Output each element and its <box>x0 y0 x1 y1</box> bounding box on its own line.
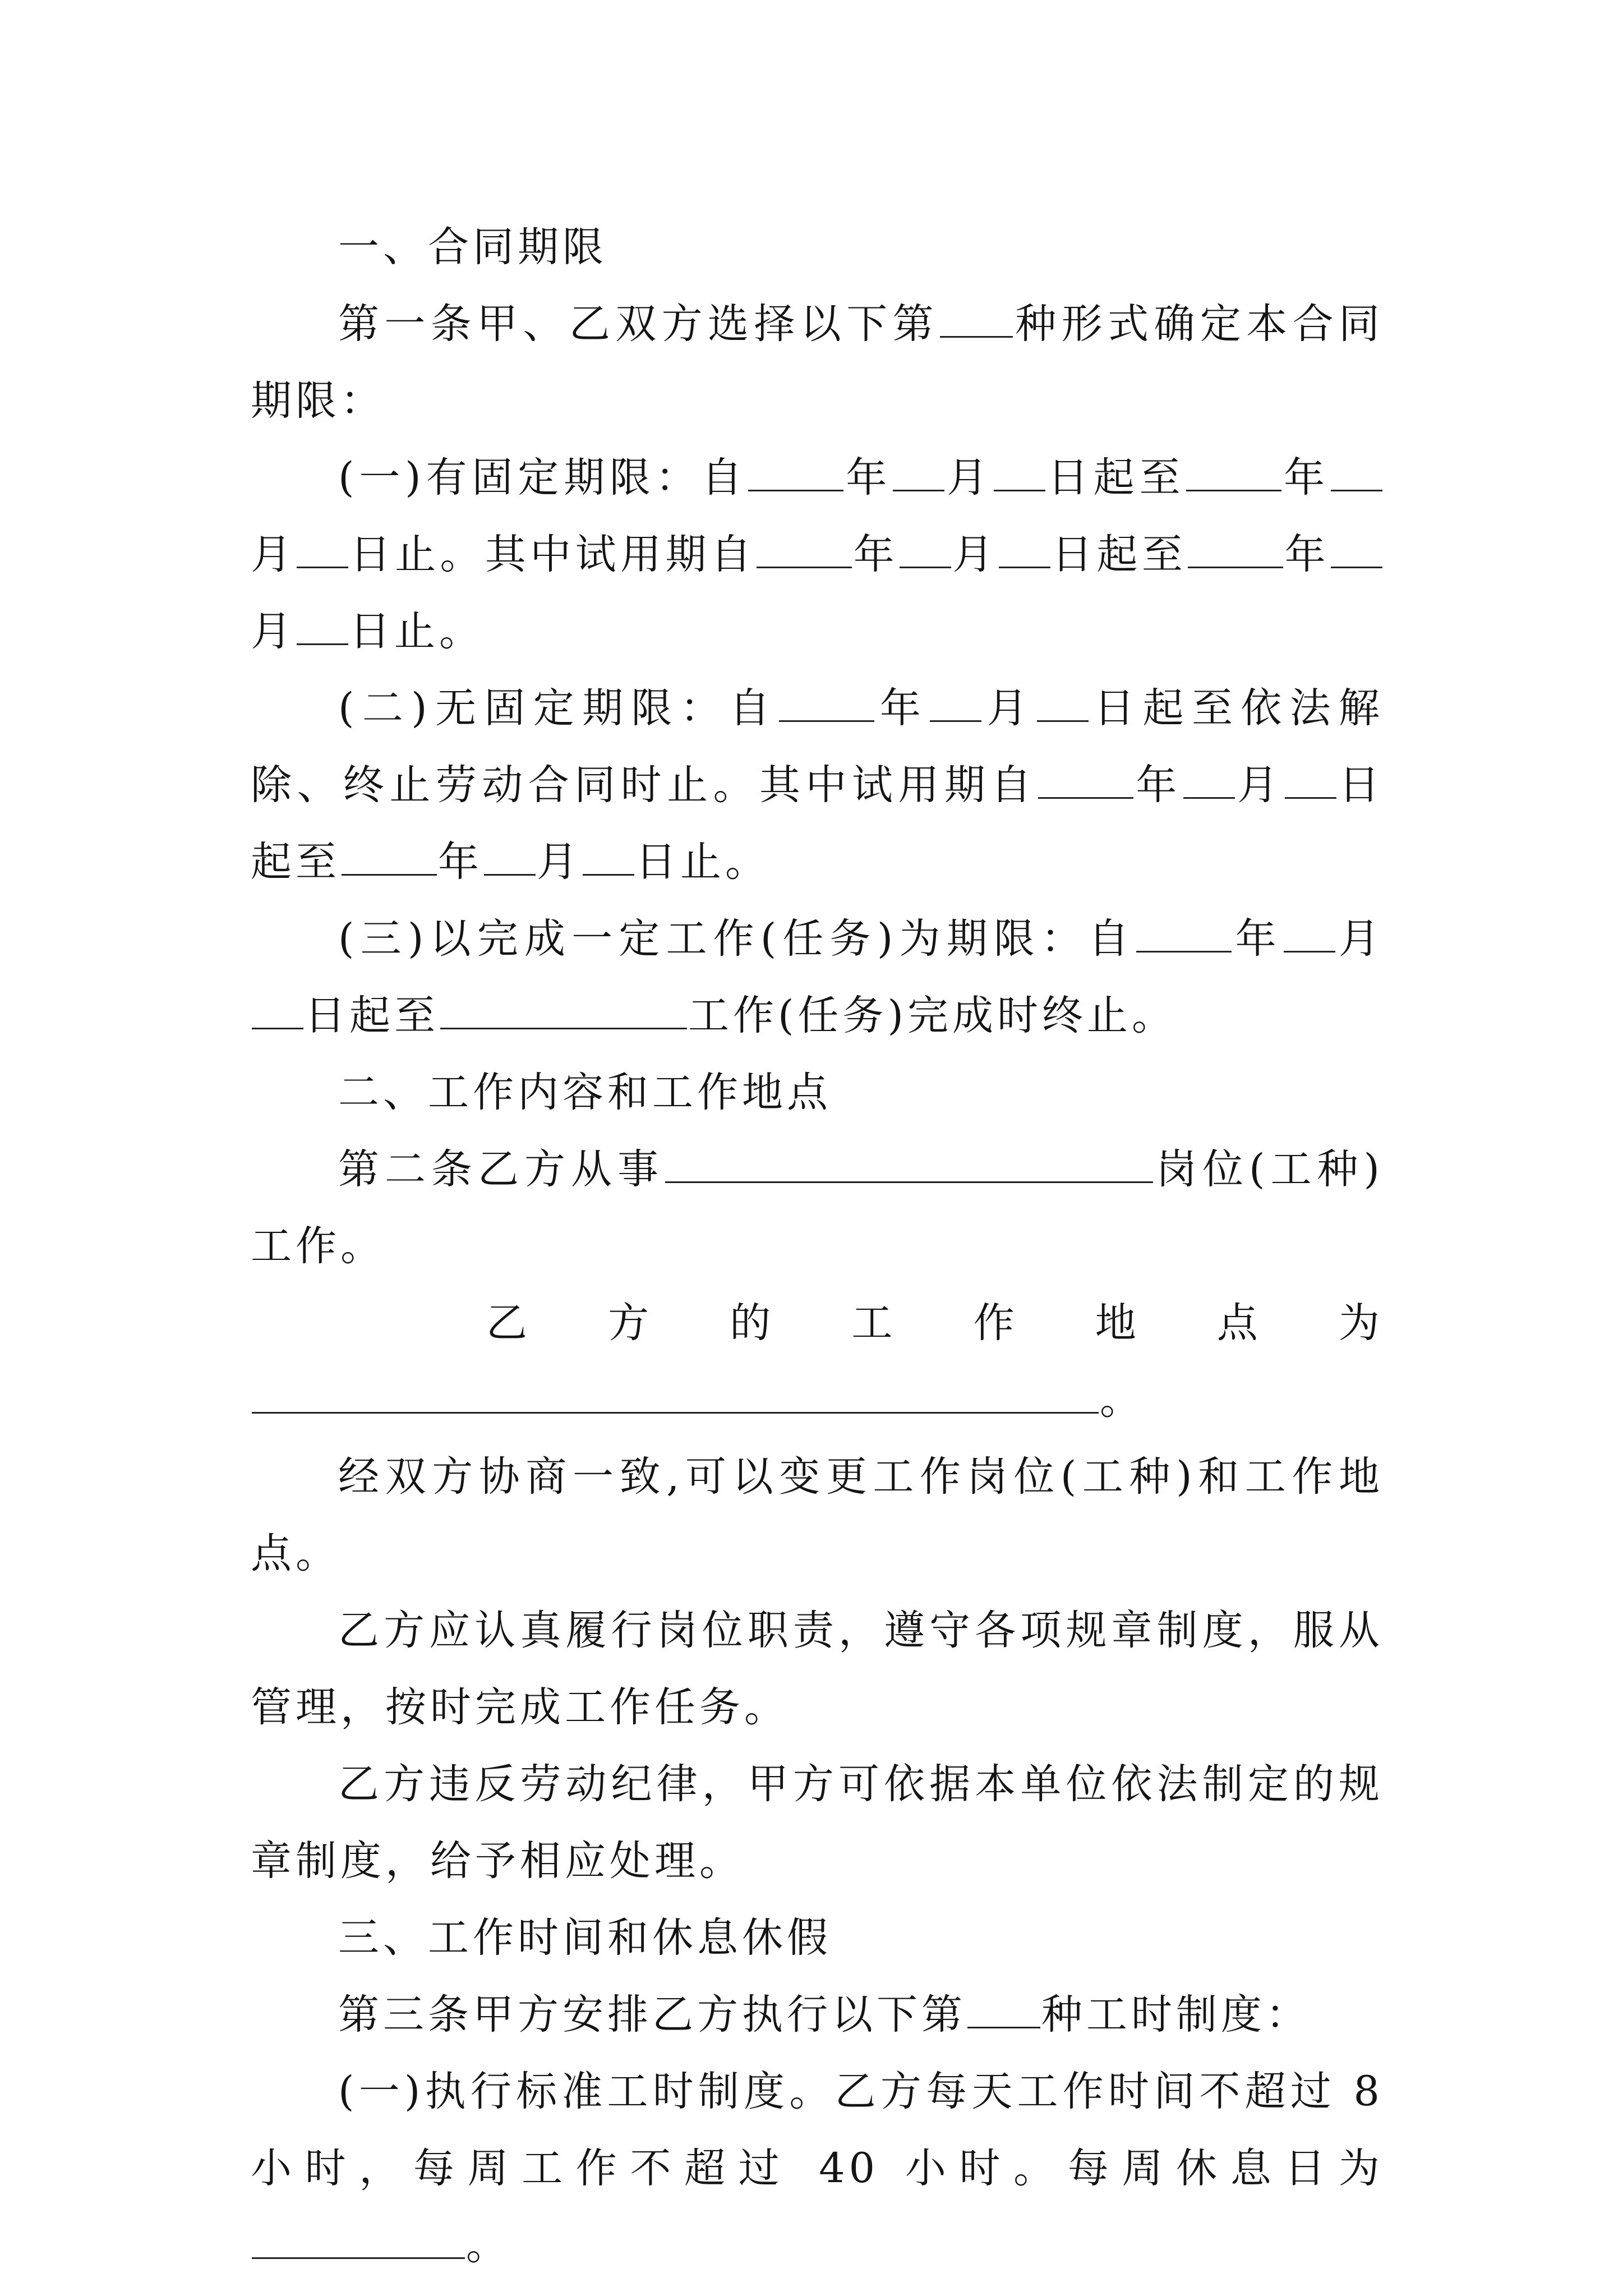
text-segment: 经双方协商一致,可以变更工作岗位(工种)和工作地点。 <box>251 1453 1384 1577</box>
blank-line <box>757 533 852 568</box>
article-1-text-b: 种形式确定本合同期限： <box>251 300 1384 425</box>
text-segment: 月 <box>537 838 582 886</box>
spread-char: 乙 <box>486 1299 531 1347</box>
blank-line <box>297 610 348 645</box>
text-segment: 月 <box>952 531 998 578</box>
text-segment: 年 <box>1233 915 1283 963</box>
text-segment: 年 <box>875 684 929 732</box>
blank-line <box>342 840 437 876</box>
blank-line <box>297 533 348 568</box>
text-segment: 乙方应认真履行岗位职责，遵守各项规章制度，服从管理，按时完成工作任务。 <box>251 1607 1384 1731</box>
blank-line <box>893 456 944 491</box>
blank-line <box>1037 687 1089 722</box>
paragraph-duty <box>251 1592 1384 1746</box>
text-segment: 月 <box>1336 915 1384 963</box>
paragraph-change <box>251 1438 1384 1592</box>
blank-line <box>1285 763 1336 799</box>
text-segment: 月 <box>946 454 993 501</box>
blank-line <box>1038 763 1133 799</box>
text-segment: 。 <box>466 2221 511 2269</box>
blank-line <box>1186 456 1281 491</box>
blank-line <box>999 533 1050 568</box>
text-segment: 月 <box>251 608 296 655</box>
blank-line <box>900 533 951 568</box>
text-segment: 日起至依法解除、终止劳动合同时止。其中试用期自 <box>251 684 1384 809</box>
text-segment: 工作(任务)完成时终止。 <box>688 992 1177 1039</box>
text-segment: 岗位(工种)工作。 <box>251 1145 1384 1270</box>
option-fixed-term <box>251 439 1384 670</box>
text-segment: 年 <box>1134 761 1182 809</box>
spread-char: 作 <box>973 1299 1018 1347</box>
blank-line <box>252 1378 1099 1414</box>
blank-line <box>779 687 874 722</box>
text-segment: 种工时制度： <box>1041 1991 1311 2039</box>
text-segment: 年 <box>853 531 898 578</box>
text-segment: 日止。其中试用期自 <box>349 531 756 578</box>
blank-line <box>1136 917 1232 953</box>
text-segment: 日起至 <box>305 992 439 1039</box>
spread-char: 的 <box>730 1299 775 1347</box>
text-segment: 月 <box>983 684 1036 732</box>
blank-line <box>440 994 687 1029</box>
blank-line <box>1183 763 1235 799</box>
spread-char: 地 <box>1095 1299 1140 1347</box>
text-segment: 年 <box>438 838 483 886</box>
spread-char: 工 <box>851 1299 897 1347</box>
blank-line <box>748 456 843 491</box>
blank-line <box>994 456 1045 491</box>
document-body <box>251 209 1384 2284</box>
blank-line <box>1284 917 1335 953</box>
section-heading-work-time <box>251 1899 1384 1976</box>
heading-text: 三、工作时间和休息休假 <box>338 1914 832 1962</box>
blank-line <box>930 687 981 722</box>
text-segment: 日止。 <box>635 838 770 886</box>
work-location-blank <box>251 1361 1384 1438</box>
blank-line <box>940 302 1013 338</box>
spread-char: 为 <box>1338 1299 1384 1347</box>
work-location-line <box>251 1285 1384 1361</box>
blank-line <box>1331 456 1382 491</box>
text-segment: 日起至 <box>1051 531 1187 578</box>
spread-char: 方 <box>608 1299 653 1347</box>
blank-line <box>252 2224 465 2259</box>
text-segment: 年 <box>845 454 892 501</box>
text-segment: 月 <box>1235 761 1284 809</box>
text-segment: 日起至 <box>251 761 1384 886</box>
text-segment: 第三条甲方安排乙方执行以下第 <box>338 1991 966 2039</box>
spread-char: 点 <box>1216 1299 1262 1347</box>
blank-line <box>484 840 536 876</box>
article-1-text-a: 第一条甲、乙双方选择以下第 <box>338 300 939 348</box>
blank-line <box>583 840 634 876</box>
article-3 <box>251 1976 1384 2053</box>
text-segment: (二)无固定期限：自 <box>338 684 778 732</box>
text-segment: 乙方违反劳动纪律，甲方可依据本单位依法制定的规章制度，给予相应处理。 <box>251 1760 1384 1885</box>
blank-line <box>1188 533 1283 568</box>
text-segment: (一)有固定期限：自 <box>338 454 748 501</box>
standard-hours <box>251 2053 1384 2284</box>
blank-line <box>1331 533 1382 568</box>
text-segment: (三)以完成一定工作(任务)为期限：自 <box>338 915 1136 963</box>
paragraph-violation <box>251 1746 1384 1899</box>
heading-text: 一、合同期限 <box>338 223 607 271</box>
option-task-term <box>251 900 1384 1054</box>
text-segment: 第二条乙方从事 <box>338 1145 665 1193</box>
article-1 <box>251 286 1384 439</box>
heading-text: 二、工作内容和工作地点 <box>338 1069 832 1116</box>
text-segment: 日起至 <box>1046 454 1186 501</box>
section-heading-work-content <box>251 1054 1384 1131</box>
option-open-term <box>251 670 1384 900</box>
text-segment: 年 <box>1283 454 1330 501</box>
text-segment: 。 <box>1100 1376 1145 1424</box>
blank-line <box>252 994 303 1029</box>
article-2 <box>251 1131 1384 1285</box>
section-heading-contract-term <box>251 209 1384 286</box>
text-segment: (一)执行标准工时制度。乙方每天工作时间不超过 8 小时，每周工作不超过 40 小时。每周休息日为 <box>251 2068 1384 2192</box>
blank-line <box>967 1993 1040 2028</box>
blank-line <box>665 1148 1153 1183</box>
text-segment: 月 <box>251 531 296 578</box>
text-segment: 日止。 <box>349 608 484 655</box>
text-segment: 年 <box>1284 531 1330 578</box>
